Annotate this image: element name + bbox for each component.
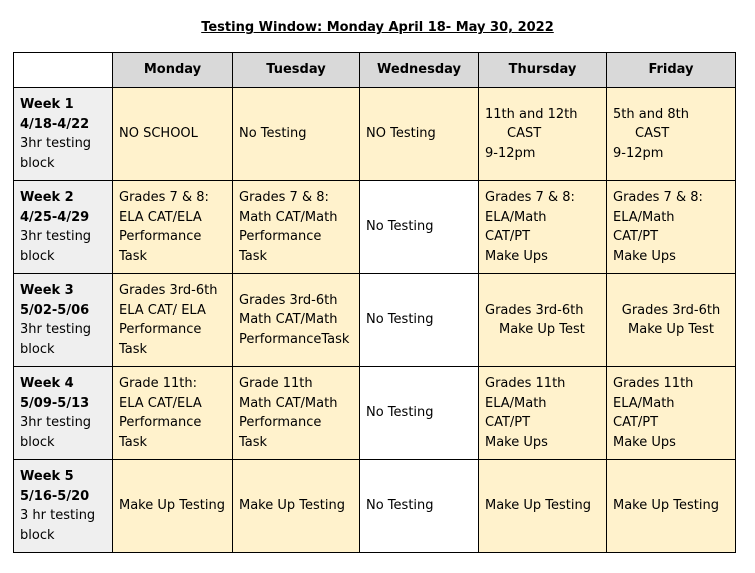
cell-tuesday [233,367,360,460]
cell-text: Task [119,341,148,357]
cell-thursday [479,274,607,367]
cell-text: ELA/Math [485,395,547,411]
cell-friday [607,460,736,553]
cell-friday [607,181,736,274]
cell-text: Grades 3rd-6th [239,292,338,308]
cell-text: Grades 7 & 8: [119,190,209,205]
cell-text: Performance [239,229,322,244]
cell-monday [113,367,233,460]
week-dates: 5/09-5/13 [20,395,90,411]
cell-text: Task [239,248,268,264]
week-name: Week 1 [20,97,74,112]
cell-text: ELA/Math [613,209,675,225]
week-block-text: block [20,434,55,450]
cell-text: 9-12pm [485,145,536,161]
cell-text: Make Ups [485,248,548,264]
week-dates: 4/25-4/29 [20,209,90,225]
cell-text: Performance [119,415,202,430]
cell-text: Math CAT/Math [239,209,338,225]
week-block-text: 3 hr testing [20,508,96,523]
cell-text: Math CAT/Math [239,395,338,411]
cell-text: Grades 3rd-6th [485,302,584,318]
cell-text: Make Ups [613,434,676,450]
week-name: Week 2 [20,190,74,205]
week-name: Week 4 [20,376,74,391]
cell-monday [113,460,233,553]
table-row-week-2 [14,181,736,274]
cell-text: Grades 7 & 8: [613,190,703,205]
cell-tuesday [233,181,360,274]
cell-text: ELA CAT/ELA [119,209,202,225]
cell-text: CAST [635,126,670,142]
cell-text: ELA CAT/ELA [119,395,202,411]
cell-thursday [479,88,607,181]
cell-text: NO SCHOOL [119,126,198,142]
cell-text: Grade 11th: [119,376,198,391]
cell-text: Grades 7 & 8: [239,190,329,205]
week-name: Week 5 [20,469,74,484]
cell-text: ELA/Math [613,395,675,411]
cell-text: Performance [239,415,322,430]
cell-friday [607,367,736,460]
cell-friday [607,88,736,181]
cell-text: CAST [507,126,542,142]
table-row-week-3 [14,274,736,367]
header-monday: Monday [113,53,233,88]
cell-text: Performance [119,322,202,337]
week-label-cell [14,274,113,367]
cell-text: Make Up Test [628,322,714,337]
page-title: Testing Window: Monday April 18- May 30, 2022 [201,20,554,35]
cell-text: Grades 11th [485,376,566,391]
header-wednesday: Wednesday [360,53,479,88]
cell-text: No Testing [366,405,434,421]
week-block-text: block [20,248,55,264]
cell-tuesday [233,88,360,181]
cell-tuesday [233,460,360,553]
week-label-cell [14,181,113,274]
week-block-text: 3hr testing [20,229,92,244]
week-name: Week 3 [20,283,74,298]
cell-text: Grades 7 & 8: [485,190,575,205]
week-block-text: 3hr testing [20,415,92,430]
cell-friday [607,274,736,367]
cell-text: Math CAT/Math [239,312,338,328]
week-block-text: block [20,527,55,543]
cell-text: Task [239,434,268,450]
week-dates: 5/02-5/06 [20,302,90,318]
cell-text: Grade 11th [239,376,313,391]
cell-text: 11th and 12th [485,106,578,122]
cell-text: No Testing [366,312,434,328]
table-row-week-5 [14,460,736,553]
cell-text: CAT/PT [485,415,531,430]
week-dates: 4/18-4/22 [20,116,90,132]
cell-text: Make Up Testing [613,498,719,514]
cell-text: PerformanceTask [239,331,350,347]
cell-text: Make Up Test [499,322,585,337]
cell-text: Task [119,248,148,264]
cell-text: CAT/PT [613,229,659,244]
cell-text: No Testing [366,219,434,235]
week-label-cell [14,367,113,460]
week-label-cell [14,88,113,181]
cell-thursday [479,460,607,553]
week-dates: 5/16-5/20 [20,488,90,504]
cell-text: No Testing [366,498,434,514]
cell-text: Task [119,434,148,450]
cell-monday [113,181,233,274]
table-row-week-4 [14,367,736,460]
cell-thursday [479,367,607,460]
cell-text: Performance [119,229,202,244]
table-row-week-1 [14,88,736,181]
cell-text: 5th and 8th [613,106,689,122]
cell-text: NO Testing [366,126,436,142]
cell-wednesday [360,460,479,553]
testing-schedule-table [13,52,736,553]
cell-wednesday [360,274,479,367]
cell-text: Make Ups [613,248,676,264]
cell-text: ELA/Math [485,209,547,225]
cell-text: 9-12pm [613,145,664,161]
cell-text: CAT/PT [613,415,659,430]
cell-thursday [479,181,607,274]
cell-text: No Testing [239,126,307,142]
header-tuesday: Tuesday [233,53,360,88]
cell-text: Make Up Testing [119,498,225,514]
header-row [14,53,736,88]
cell-text: Grades 11th [613,376,694,391]
cell-text: CAT/PT [485,229,531,244]
cell-text: Grades 3rd-6th [119,283,218,298]
week-block-text: block [20,341,55,357]
cell-text: ELA CAT/ ELA [119,302,206,318]
week-block-text: block [20,155,55,171]
cell-text: Grades 3rd-6th [621,302,721,318]
week-block-text: 3hr testing [20,322,92,337]
cell-wednesday [360,181,479,274]
cell-text: Make Ups [485,434,548,450]
cell-wednesday [360,367,479,460]
cell-wednesday [360,88,479,181]
header-friday: Friday [607,53,736,88]
header-thursday: Thursday [479,53,607,88]
header-corner-cell [14,53,113,88]
cell-monday [113,274,233,367]
cell-text: Make Up Testing [239,498,345,514]
cell-tuesday [233,274,360,367]
week-label-cell [14,460,113,553]
cell-monday [113,88,233,181]
week-block-text: 3hr testing [20,136,92,151]
cell-text: Make Up Testing [485,498,591,514]
